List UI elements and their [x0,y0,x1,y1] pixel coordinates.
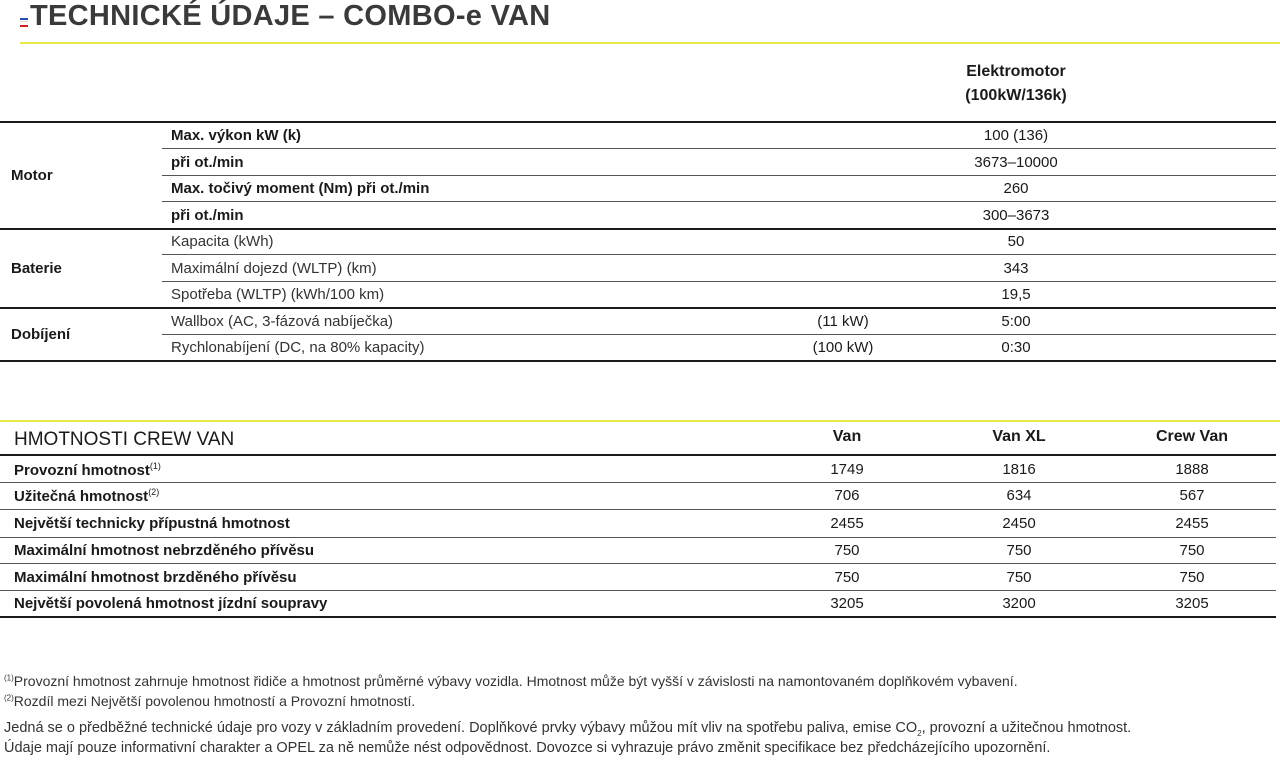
weights-row-label: Maximální hmotnost brzděného přívěsu [14,569,297,586]
disclaimer-line-1 [4,720,1131,738]
divider [0,616,1276,618]
spec-row-value: 19,5 [1001,286,1031,303]
divider [162,201,1276,202]
divider [162,254,1276,255]
spec-row-value: 3673–10000 [974,154,1058,171]
spec-column-header [900,60,1132,108]
spec-row-value: 100 (136) [983,127,1049,144]
weights-col-crew-van: Crew Van [1155,428,1229,445]
weights-value: 706 [834,487,860,504]
weights-value: 750 [1006,569,1032,586]
weights-value: 1749 [830,461,864,478]
footnote-mark: (2) [4,693,14,703]
spec-column-header-line2: (100kW/136k) [965,87,1067,104]
divider [0,482,1276,483]
divider [0,537,1276,538]
spec-row-label: Rychlonabíjení (DC, na 80% kapacity) [171,339,425,356]
weights-col-van: Van [832,428,862,445]
weights-top-line [0,420,1280,422]
disclaimer-text: Jedná se o předběžné technické údaje pro vozy v základním provedení. Doplňkové prvky výbavy můžou mít vliv na spotřebu paliva, emise CO [4,720,918,736]
disclaimer-text: , provozní a užitečnou hmotnost. [921,720,1132,736]
title-underline [20,42,1280,44]
weights-row-label: Největší technicky přípustná hmotnost [14,515,290,532]
footnote-2 [4,693,415,709]
group-label-dobijeni: Dobíjení [11,326,71,343]
spec-row-label: Max. výkon kW (k) [171,127,302,144]
weights-title: HMOTNOSTI CREW VAN [14,429,235,450]
group-label-motor: Motor [11,167,53,184]
spec-column-header-line1: Elektromotor [966,63,1066,80]
divider [0,590,1276,591]
divider [162,148,1276,149]
weights-value: 1816 [1002,461,1036,478]
divider [0,563,1276,564]
footnote-1 [4,673,1018,689]
spec-row-label: Maximální dojezd (WLTP) (km) [171,260,377,277]
spec-row-value: 343 [1003,260,1029,277]
disclaimer-line-2: Údaje mají pouze informativní charakter a OPEL za ně nemůže nést odpovědnost. Dovozce si vyhrazuje právo změnit specifikace bez předcházejícího upozornění. [4,740,1051,756]
weights-col-van-xl: Van XL [992,428,1046,445]
spec-row-value: 50 [1007,233,1025,250]
weights-value: 2450 [1002,515,1036,532]
weights-value: 750 [1179,542,1205,559]
flag-icon [20,18,28,28]
subscript: 2 [917,728,922,738]
weights-value: 750 [1006,542,1032,559]
spec-row-label: Spotřeba (WLTP) (kWh/100 km) [171,286,385,303]
footnote-mark: (1) [149,461,161,471]
weights-value: 750 [1179,569,1205,586]
weights-value: 3200 [1002,595,1036,612]
page-header [0,0,1280,44]
weights-row-label [14,487,159,505]
spec-row-label: Max. točivý moment (Nm) při ot./min [171,180,430,197]
spec-row-label: Wallbox (AC, 3-fázová nabíječka) [171,313,394,330]
weights-value: 2455 [1175,515,1209,532]
weights-row-text: Užitečná hmotnost [14,488,149,505]
weights-row-label: Maximální hmotnost nebrzděného přívěsu [14,542,315,559]
footnote-text: Provozní hmotnost zahrnuje hmotnost řidiče a hmotnost průměrné výbavy vozidla. Hmotnost může být vyšší v závislosti na namontovaném doplňkovém vybavení. [13,673,1018,689]
spec-row-value: 5:00 [1001,313,1031,330]
spec-row-value: 260 [1003,180,1029,197]
weights-value: 1888 [1175,461,1209,478]
weights-value: 750 [834,542,860,559]
weights-row-label [14,461,161,479]
spec-row-label: při ot./min [171,207,244,224]
spec-row-power: (11 kW) [817,313,869,330]
weights-row-text: Provozní hmotnost [14,462,150,479]
spec-row-label: při ot./min [171,154,244,171]
page-title: TECHNICKÉ ÚDAJE – COMBO-e VAN [30,0,551,32]
weights-value: 3205 [1175,595,1209,612]
weights-value: 750 [834,569,860,586]
group-label-baterie: Baterie [11,260,62,277]
divider [0,360,1276,362]
spec-row-value: 300–3673 [982,207,1050,224]
spec-row-power: (100 kW) [812,339,874,356]
weights-value: 634 [1006,487,1032,504]
weights-row-label: Největší povolená hmotnost jízdní soupravy [14,595,328,612]
divider [0,509,1276,510]
spec-row-label: Kapacita (kWh) [171,233,274,250]
footnote-text: Rozdíl mezi Největší povolenou hmotností a Provozní hmotností. [13,693,416,709]
weights-value: 2455 [830,515,864,532]
divider [0,454,1276,456]
spec-row-value: 0:30 [1001,339,1031,356]
footnote-mark: (1) [4,673,14,683]
footnote-mark: (2) [148,487,160,497]
weights-value: 567 [1179,487,1205,504]
weights-value: 3205 [830,595,864,612]
